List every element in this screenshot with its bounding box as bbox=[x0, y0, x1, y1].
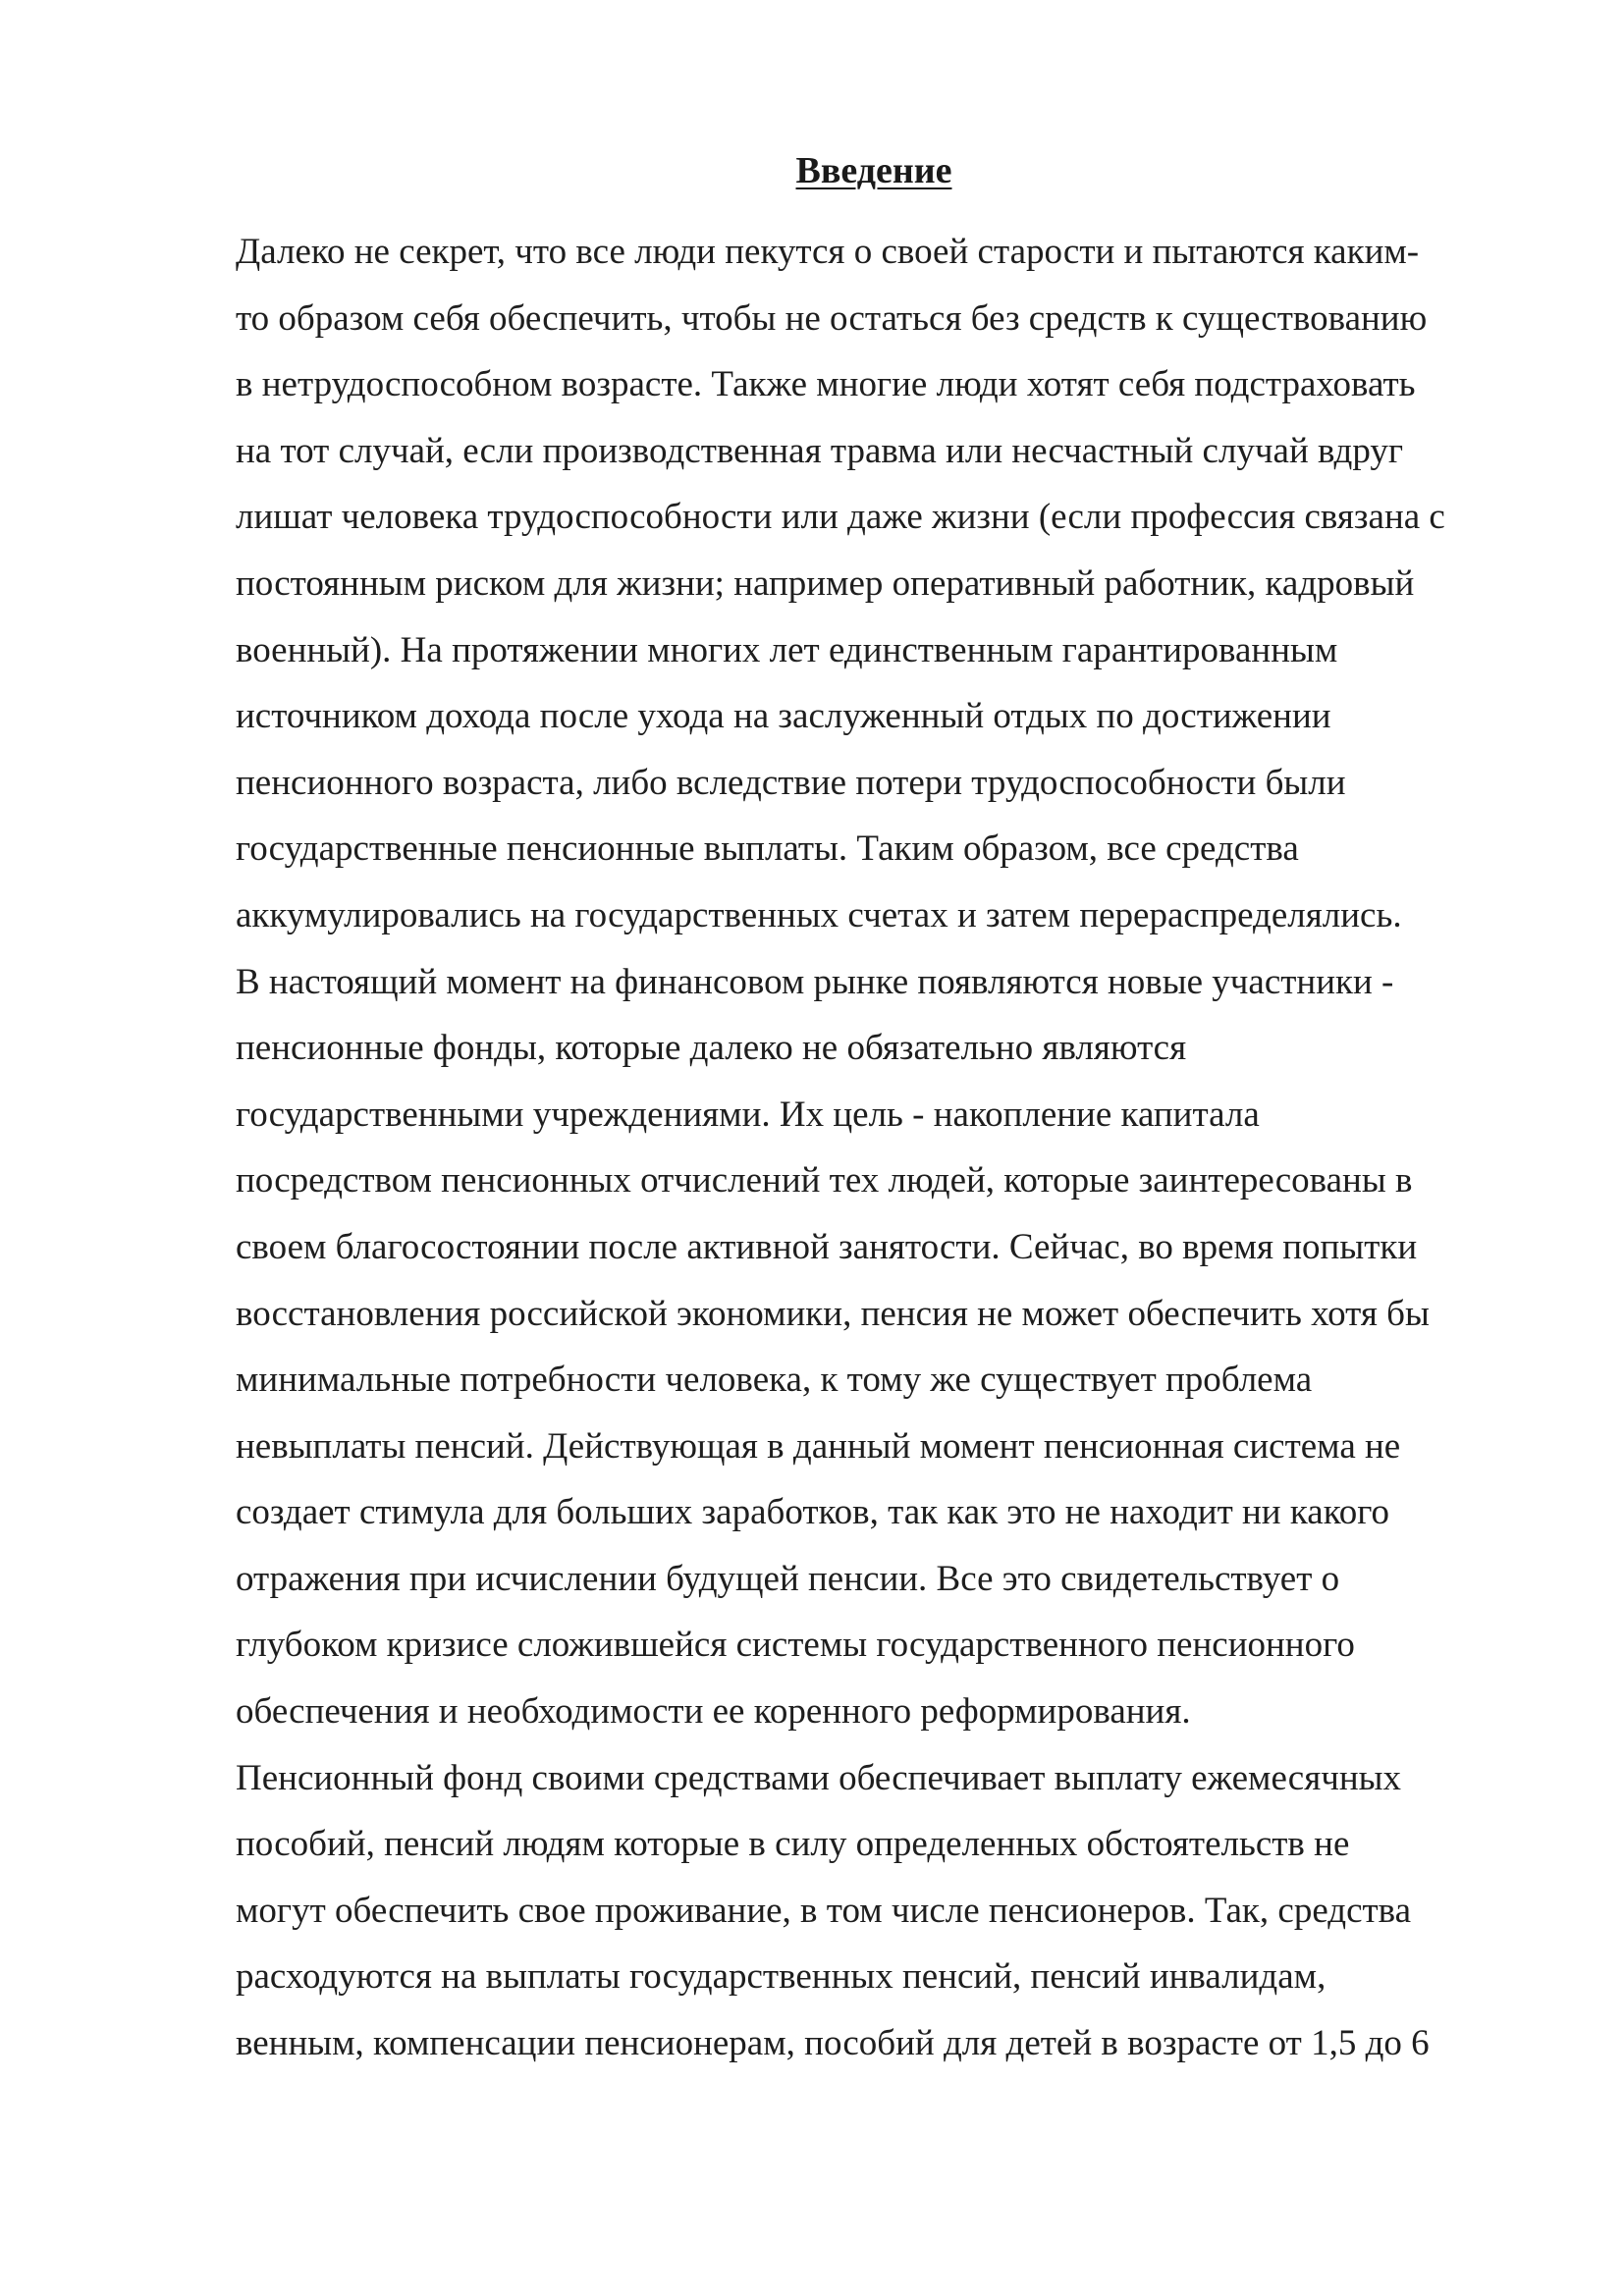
page-title: Введение bbox=[795, 150, 952, 191]
text-line: расходуются на выплаты государственных пенсий, пенсий инвалидам, bbox=[236, 1956, 1326, 1998]
text-line: венным, компенсации пенсионерам, пособий для детей в возрасте от 1,5 до 6 bbox=[236, 2023, 1430, 2064]
text-line: пенсионные фонды, которые далеко не обязательно являются bbox=[236, 1028, 1187, 1069]
text-line: государственные пенсионные выплаты. Таким образом, все средства bbox=[236, 828, 1299, 870]
text-line: источником дохода после ухода на заслуженный отдых по достижении bbox=[236, 696, 1331, 737]
text-line: Далеко не секрет, что все люди пекутся о своей старости и пытаются каким- bbox=[236, 232, 1420, 272]
text-line: пенсионного возраста, либо вследствие потери трудоспособности были bbox=[236, 762, 1346, 803]
text-line: невыплаты пенсий. Действующая в данный момент пенсионная система не bbox=[236, 1425, 1401, 1467]
text-line: восстановления российской экономики, пенсия не может обеспечить хотя бы bbox=[236, 1293, 1430, 1334]
text-line: государственными учреждениями. Их цель - накопление капитала bbox=[236, 1094, 1260, 1135]
text-line: отражения при исчислении будущей пенсии. Все это свидетельствует о bbox=[236, 1558, 1340, 1599]
text-line: на тот случай, если производственная травма или несчастный случай вдруг bbox=[236, 430, 1404, 471]
text-line: глубоком кризисе сложившейся системы государственного пенсионного bbox=[236, 1625, 1355, 1666]
text-line: посредством пенсионных отчислений тех людей, которые заинтересованы в bbox=[236, 1160, 1413, 1201]
text-line: могут обеспечить свое проживание, в том числе пенсионеров. Так, средства bbox=[236, 1890, 1412, 1931]
text-line: постоянным риском для жизни; например оперативный работник, кадровый bbox=[236, 562, 1415, 604]
text-line: В настоящий момент на финансовом рынке появляются новые участники - bbox=[236, 961, 1394, 1002]
text-line: Пенсионный фонд своими средствами обеспечивает выплату ежемесячных bbox=[236, 1757, 1402, 1798]
text-line: то образом себя обеспечить, чтобы не остаться без средств к существованию bbox=[236, 297, 1428, 339]
text-line: создает стимула для больших заработков, так как это не находит ни какого bbox=[236, 1492, 1390, 1533]
text-line: аккумулировались на государственных счетах и затем перераспределялись. bbox=[236, 894, 1402, 935]
text-line: в нетрудоспособном возрасте. Также многие люди хотят себя подстраховать bbox=[236, 364, 1416, 405]
text-line: лишат человека трудоспособности или даже жизни (если профессия связана с bbox=[236, 497, 1445, 538]
text-line: обеспечения и необходимости ее коренного реформирования. bbox=[236, 1691, 1191, 1733]
text-line: пособий, пенсий людям которые в силу определенных обстоятельств не bbox=[236, 1824, 1350, 1865]
text-line: военный). На протяжении многих лет единственным гарантированным bbox=[236, 629, 1338, 670]
text-line: своем благосостоянии после активной занятости. Сейчас, во время попытки bbox=[236, 1226, 1418, 1267]
text-line: минимальные потребности человека, к тому же существует проблема bbox=[236, 1360, 1313, 1401]
body-text bbox=[236, 219, 1542, 2077]
